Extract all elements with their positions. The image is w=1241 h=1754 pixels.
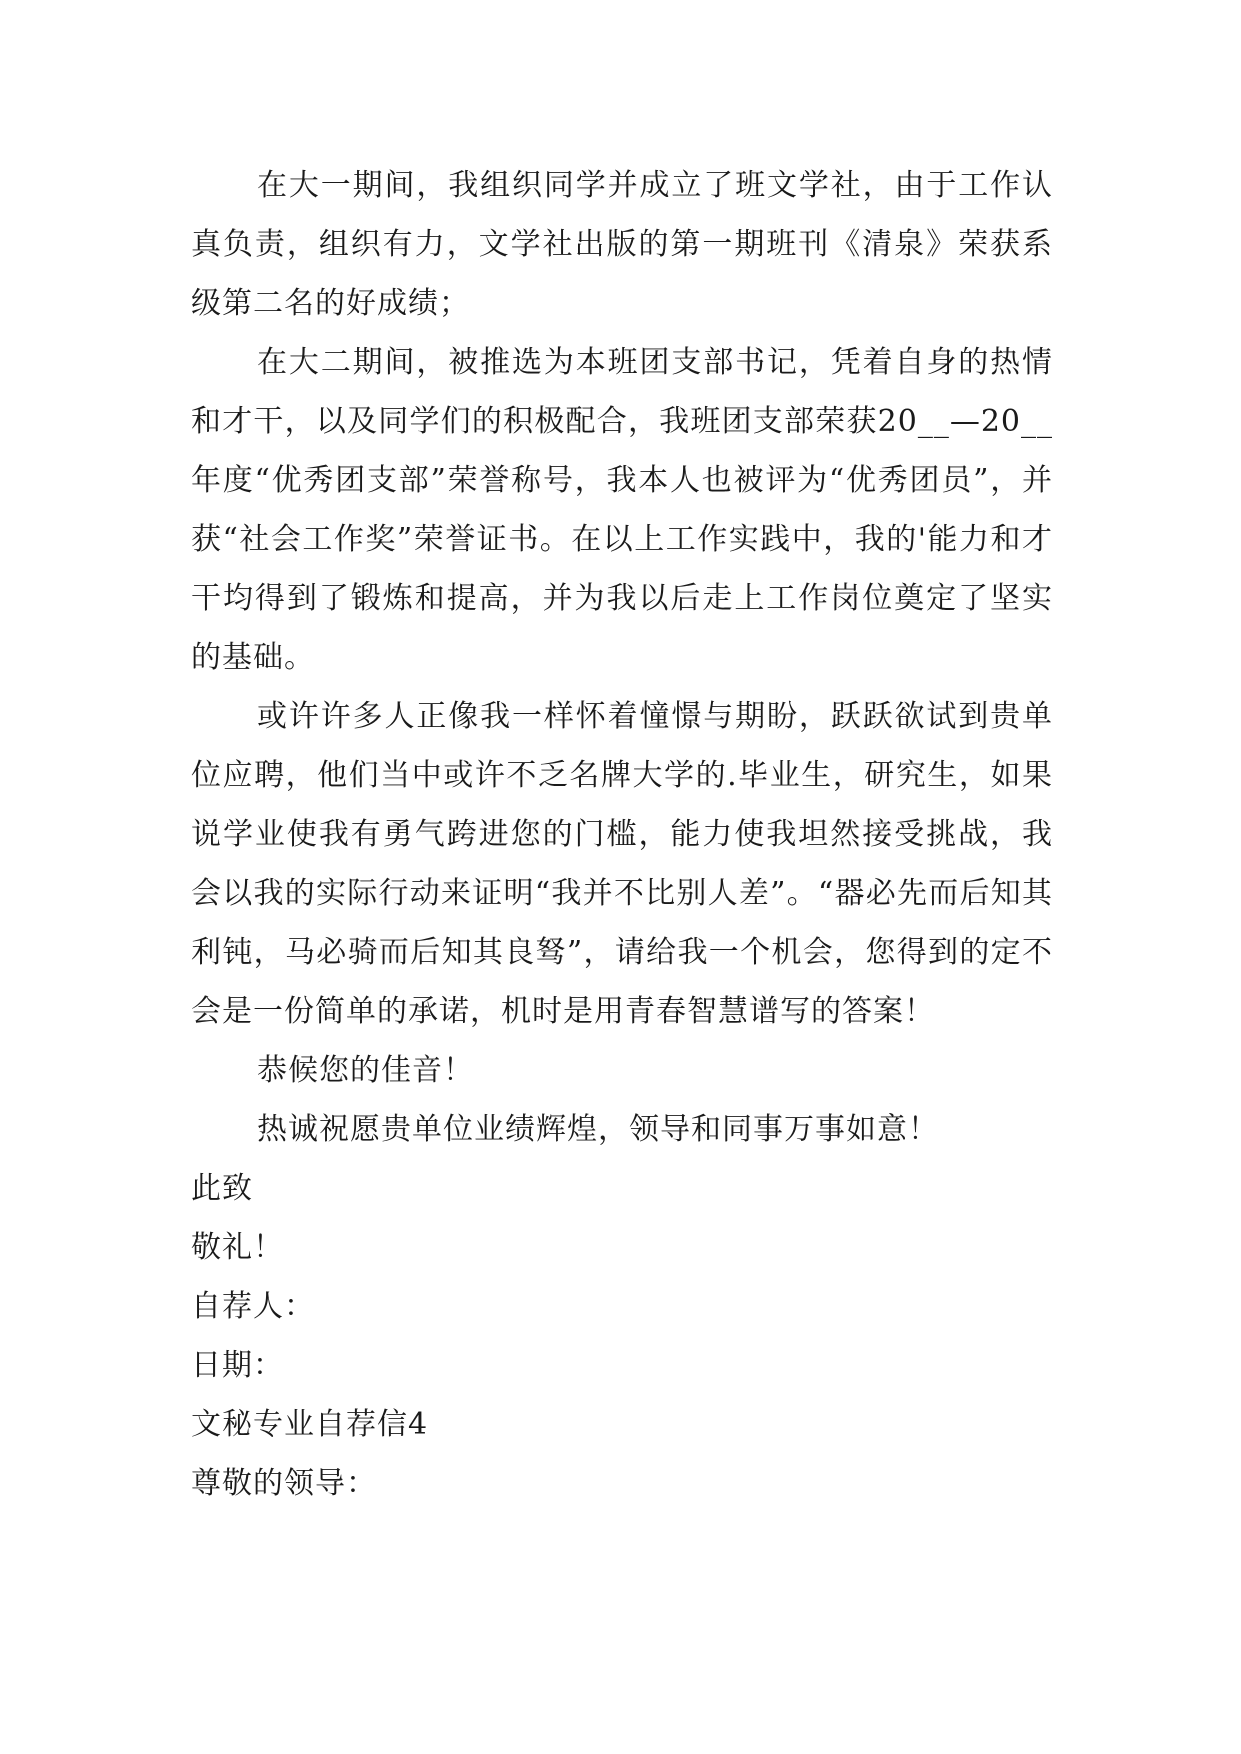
next-letter-greeting: 尊敬的领导： (191, 1466, 377, 1501)
blessing-line: 热诚祝愿贵单位业绩辉煌，领导和同事万事如意！ (257, 1112, 939, 1147)
paragraph-sophomore-year: 在大二期间，被推选为本班团支部书记，凭着自身的热情和才干，以及同学们的积极配合，我班团支部荣获20__—20__年度“优秀团支部”荣誉称号，我本人也被评为“优秀团员”，并获“社会工作奖”荣誉证书。在以上工作实践中，我的'能力和才干均得到了锻炼和提高，并为我以后走上工作岗位奠定了坚实的基础。 (191, 345, 1053, 675)
salutation-line-2: 敬礼！ (191, 1230, 284, 1265)
closing-wish: 恭候您的佳音！ (257, 1053, 474, 1088)
date-label: 日期： (191, 1348, 284, 1383)
signature-label: 自荐人： (191, 1289, 315, 1324)
paragraph-freshman-year: 在大一期间，我组织同学并成立了班文学社，由于工作认真负责，组织有力，文学社出版的第一期班刊《清泉》荣获系级第二名的好成绩； (191, 168, 1053, 321)
salutation-line-1: 此致 (191, 1171, 253, 1206)
paragraph-application: 或许许多人正像我一样怀着憧憬与期盼，跃跃欲试到贵单位应聘，他们当中或许不乏名牌大学的.毕业生，研究生，如果说学业使我有勇气跨进您的门槛，能力使我坦然接受挑战，我会以我的实际行动来证明“我并不比别人差”。“器必先而后知其利钝，马必骑而后知其良驽”，请给我一个机会，您得到的定不会是一份简单的承诺，机时是用青春智慧谱写的答案！ (191, 699, 1053, 1029)
next-letter-title: 文秘专业自荐信4 (191, 1407, 429, 1442)
letter-body (191, 156, 1053, 1513)
